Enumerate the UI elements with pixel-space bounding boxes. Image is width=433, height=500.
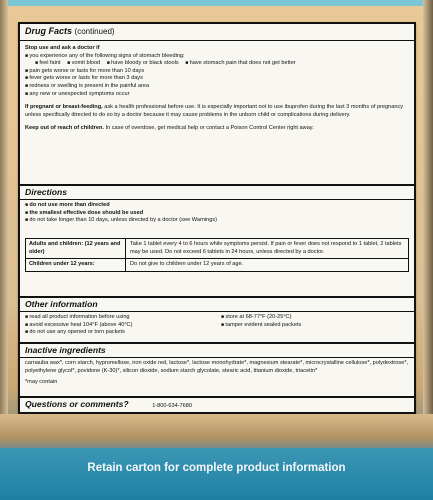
pregnancy-warning: [25, 104, 409, 119]
directions-title: Directions: [25, 187, 68, 197]
section-divider: [20, 342, 414, 344]
other-info-item: ■ do not use any opened or torn packets: [25, 329, 213, 337]
carton-lower-band: [0, 414, 433, 448]
section-divider: [20, 396, 414, 398]
pregnancy-warning-text: ask a health professional before use. It is especially important not to use ibuprofen during the last 3 months of pregnancy unless specifically directed to do so by a doctor because it may cause problems in the unborn child or complications during delivery.: [25, 104, 404, 118]
bleeding-signs: [25, 60, 409, 68]
other-info-item: ■ store at 68-77°F (20-25°C): [221, 314, 409, 322]
carton-edge-left: [0, 0, 8, 445]
inactive-section: [25, 345, 409, 387]
warning-item: ■ pain gets worse or lasts for more than 10 days: [25, 68, 409, 76]
footer-band: [0, 448, 433, 500]
direction-item: ■ do not take longer than 10 days, unless directed by a doctor (see Warnings): [25, 217, 409, 225]
drug-facts-panel: [18, 22, 416, 414]
bleeding-sign: ■ have stomach pain that does not get better: [185, 60, 295, 66]
top-strip: [0, 0, 433, 6]
other-info-section: [25, 299, 409, 337]
bleeding-sign: ■ vomit blood: [67, 60, 100, 66]
keep-out-text: In case of overdose, get medical help or contact a Poison Control Center right away.: [105, 125, 314, 132]
drug-facts-title: Drug Facts: [25, 26, 73, 36]
other-info-left: [25, 314, 213, 337]
pregnancy-warning-lead: If pregnant or breast-feeding,: [25, 104, 103, 111]
direction-item: ■ do not use more than directed: [25, 202, 409, 210]
drug-facts-title-suffix: (continued): [74, 27, 115, 36]
questions-section: [25, 399, 409, 411]
warnings-section: [25, 45, 409, 133]
other-info-item: ■ avoid excessive heat 104°F (above 40°C): [25, 322, 213, 330]
dosage-row: [26, 239, 408, 259]
stop-use-heading: Stop use and ask a doctor if: [25, 45, 100, 51]
questions-title: Questions or comments?: [25, 399, 129, 409]
questions-phone: 1-800-634-7680: [152, 403, 192, 409]
retain-carton-notice: Retain carton for complete product information: [87, 462, 346, 474]
dosage-text: Take 1 tablet every 4 to 6 hours while symptoms persist. If pain or fever does not respond to 1 tablet, 2 tablets may be used. Do not exceed 6 tablets in 24 hours, unless directed by a doctor.: [130, 241, 402, 255]
other-info-rule: [20, 311, 414, 312]
directions-section: [25, 187, 409, 225]
dosage-table: [25, 238, 409, 272]
dosage-who: Children under 12 years:: [26, 259, 126, 271]
drug-facts-title-bar: [20, 24, 414, 41]
other-info-title: Other information: [25, 299, 98, 309]
other-info-right: [213, 314, 409, 337]
inactive-text: carnauba wax*, corn starch, hypromellose, iron oxide red, lactose*, lactose monohydrate*, magnesium stearate*, microcrystalline cellulose*, polydextrose*, polyethylene glycol*, povidone (K-30)*, silicon dioxide, sodium starch glycolate, stearic acid, titanium dioxide, triacetin*: [25, 360, 409, 374]
dosage-who: Adults and children: (12 years and older): [26, 239, 126, 258]
directions-rule: [20, 199, 414, 200]
carton-edge-right: [423, 0, 433, 445]
keep-out-lead: Keep out of reach of children.: [25, 125, 104, 132]
bleeding-intro: ■ you experience any of the following signs of stomach bleeding:: [25, 53, 409, 61]
warning-item: ■ any new or unexpected symptoms occur: [25, 91, 409, 99]
warning-item: ■ redness or swelling is present in the painful area: [25, 83, 409, 91]
other-info-item: ■ tamper evident sealed packets: [221, 322, 409, 330]
inactive-title: Inactive ingredients: [25, 345, 106, 355]
dosage-row: [26, 259, 408, 271]
inactive-note: *may contain: [25, 379, 58, 386]
section-divider: [20, 296, 414, 298]
keep-out-of-reach: [25, 125, 409, 133]
direction-item: ■ the smallest effective dose should be used: [25, 210, 409, 218]
dosage-text: Do not give to children under 12 years of age.: [130, 261, 244, 268]
warning-item: ■ fever gets worse or lasts for more than 3 days: [25, 75, 409, 83]
other-info-columns: [25, 314, 409, 337]
other-info-item: ■ read all product information before using: [25, 314, 213, 322]
bleeding-sign: ■ feel faint: [35, 60, 61, 66]
inactive-rule: [20, 357, 414, 358]
bleeding-sign: ■ have bloody or black stools: [107, 60, 179, 66]
section-divider: [20, 184, 414, 186]
